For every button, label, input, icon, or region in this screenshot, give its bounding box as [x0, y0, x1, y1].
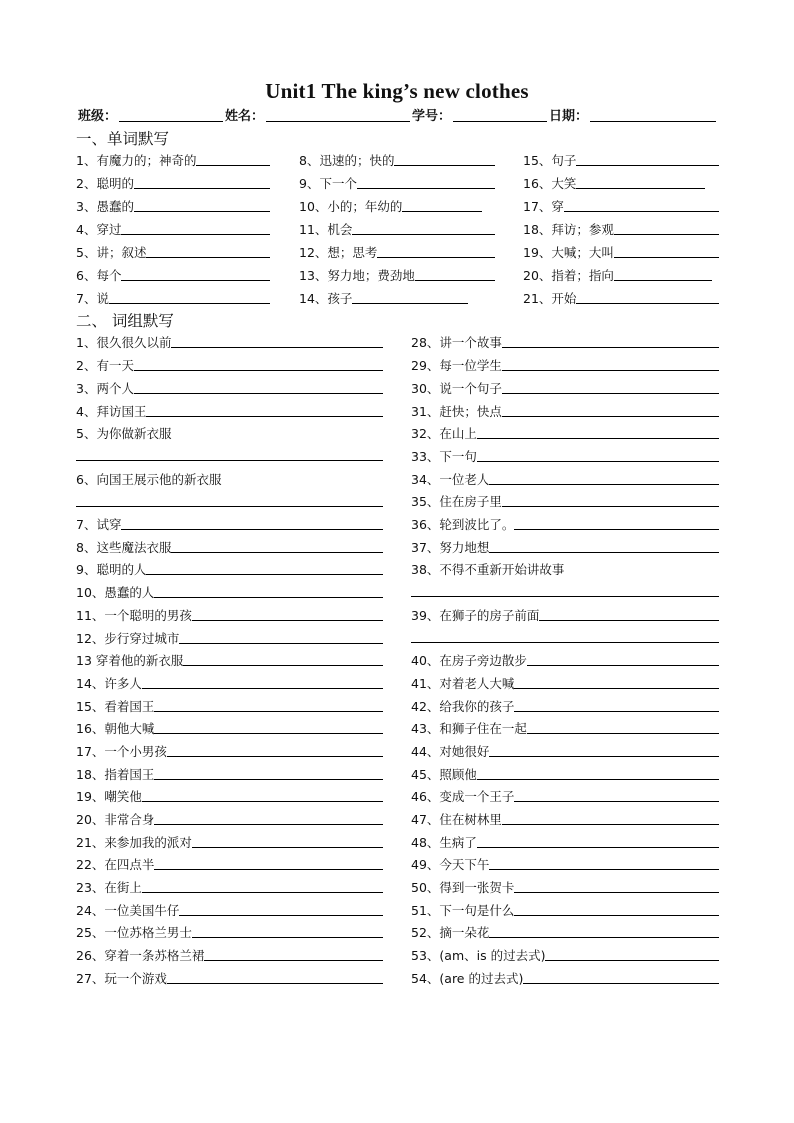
phrase-prompt: 11、一个聪明的男孩 — [76, 608, 192, 623]
phrase-prompt: 14、许多人 — [76, 676, 142, 691]
phrase-prompt: 47、住在树林里 — [411, 812, 502, 827]
answer-line[interactable] — [514, 801, 719, 802]
phrase-prompt: 31、赶快；快点 — [411, 404, 502, 419]
answer-line[interactable] — [154, 824, 383, 825]
answer-line[interactable] — [154, 711, 383, 712]
answer-line[interactable] — [477, 847, 719, 848]
phrase-prompt: 39、在狮子的房子前面 — [411, 608, 540, 623]
word-item[interactable] — [523, 174, 705, 192]
word-item[interactable] — [523, 266, 712, 284]
answer-line[interactable] — [514, 892, 719, 893]
answer-line[interactable] — [614, 280, 712, 281]
answer-line[interactable] — [502, 506, 719, 507]
answer-line[interactable] — [154, 733, 383, 734]
phrase-item[interactable] — [411, 356, 719, 374]
answer-line[interactable] — [502, 416, 719, 417]
answer-line[interactable] — [192, 937, 383, 938]
class-field[interactable] — [119, 107, 223, 122]
phrase-prompt: 2、有一天 — [76, 358, 134, 373]
answer-line[interactable] — [121, 529, 383, 530]
phrase-item[interactable] — [411, 515, 719, 533]
answer-line[interactable] — [576, 165, 719, 166]
word-item[interactable] — [299, 220, 495, 238]
phrase-prompt: 30、说一个句子 — [411, 381, 502, 396]
answer-line[interactable] — [614, 257, 719, 258]
word-prompt: 11、机会 — [299, 222, 353, 237]
word-prompt: 4、穿过 — [76, 222, 122, 237]
answer-line[interactable] — [146, 416, 383, 417]
answer-line[interactable] — [146, 574, 383, 575]
phrase-prompt: 49、今天下午 — [411, 857, 490, 872]
phrase-item[interactable] — [411, 833, 719, 851]
word-item[interactable] — [299, 174, 495, 192]
word-item[interactable] — [523, 220, 719, 238]
phrase-item[interactable] — [411, 424, 719, 442]
phrase-prompt: 3、两个人 — [76, 381, 134, 396]
phrase-item[interactable] — [411, 697, 719, 715]
answer-line[interactable] — [167, 756, 383, 757]
phrase-item[interactable] — [76, 878, 383, 896]
word-prompt: 12、想；思考 — [299, 245, 378, 260]
phrase-prompt: 1、很久很久以前 — [76, 335, 172, 350]
phrase-prompt: 6、向国王展示他的新衣服 — [76, 472, 222, 487]
class-label: 班级： — [78, 109, 118, 124]
phrase-item — [76, 470, 383, 488]
phrase-item[interactable] — [76, 810, 383, 828]
phrase-item[interactable] — [411, 447, 719, 465]
phrase-item[interactable] — [411, 765, 719, 783]
answer-line[interactable] — [402, 211, 482, 212]
phrase-prompt: 44、对她很好 — [411, 744, 490, 759]
phrase-prompt: 28、讲一个故事 — [411, 335, 502, 350]
answer-line[interactable] — [377, 257, 495, 258]
word-item[interactable] — [299, 151, 495, 169]
answer-line[interactable] — [196, 165, 270, 166]
answer-line[interactable] — [502, 370, 719, 371]
phrase-item[interactable] — [411, 333, 719, 351]
answer-line[interactable] — [171, 347, 383, 348]
phrase-prompt: 45、照顾他 — [411, 767, 477, 782]
word-prompt: 14、孩子 — [299, 291, 353, 306]
phrase-prompt: 46、变成一个王子 — [411, 789, 515, 804]
phrase-item[interactable] — [76, 969, 383, 987]
word-item[interactable] — [76, 220, 270, 238]
answer-line[interactable] — [183, 665, 383, 666]
word-prompt: 16、大笑 — [523, 176, 577, 191]
answer-line[interactable] — [171, 552, 383, 553]
phrase-prompt: 22、在四点半 — [76, 857, 155, 872]
answer-line[interactable] — [514, 529, 719, 530]
phrase-prompt: 40、在房子旁边散步 — [411, 653, 527, 668]
phrase-item[interactable] — [411, 878, 719, 896]
phrase-prompt: 10、愚蠢的人 — [76, 585, 155, 600]
word-prompt: 6、每个 — [76, 268, 122, 283]
phrase-item[interactable] — [76, 855, 383, 873]
phrase-item[interactable] — [411, 651, 719, 669]
phrase-prompt: 54、(are 的过去式) — [411, 971, 524, 986]
name-label: 姓名： — [225, 109, 265, 124]
word-item[interactable] — [523, 289, 719, 307]
phrase-prompt: 38、不得不重新开始讲故事 — [411, 562, 565, 577]
phrase-prompt: 27、玩一个游戏 — [76, 971, 167, 986]
word-item[interactable] — [299, 289, 468, 307]
phrase-item[interactable] — [411, 787, 719, 805]
phrase-prompt: 24、一位美国牛仔 — [76, 903, 180, 918]
phrase-prompt: 8、这些魔法衣服 — [76, 540, 172, 555]
answer-line[interactable] — [614, 234, 719, 235]
phrase-prompt: 21、来参加我的派对 — [76, 835, 192, 850]
student-id-label: 学号： — [412, 109, 452, 124]
answer-line[interactable] — [146, 257, 270, 258]
answer-line[interactable] — [192, 620, 383, 621]
phrase-prompt: 26、穿着一条苏格兰裙 — [76, 948, 205, 963]
phrase-item[interactable] — [76, 697, 383, 715]
phrase-prompt: 19、嘲笑他 — [76, 789, 142, 804]
section1-heading: 一、单词默写 — [76, 130, 170, 148]
answer-line[interactable] — [514, 915, 719, 916]
phrase-item[interactable] — [76, 402, 383, 420]
answer-line[interactable] — [357, 188, 495, 189]
phrase-item[interactable] — [76, 901, 383, 919]
phrase-item[interactable] — [411, 719, 719, 737]
answer-line[interactable] — [477, 779, 719, 780]
section2-heading: 二、 词组默写 — [76, 312, 174, 330]
word-prompt: 15、句子 — [523, 153, 577, 168]
date-label: 日期： — [549, 109, 589, 124]
answer-line[interactable] — [352, 234, 495, 235]
word-item[interactable] — [76, 151, 270, 169]
name-field[interactable] — [266, 107, 410, 122]
phrase-item[interactable] — [76, 674, 383, 692]
phrase-item[interactable] — [411, 538, 719, 556]
phrase-prompt: 36、轮到波比了。 — [411, 517, 515, 532]
answer-line[interactable] — [179, 915, 383, 916]
answer-line[interactable] — [154, 779, 383, 780]
word-item[interactable] — [76, 266, 270, 284]
answer-line[interactable] — [477, 461, 719, 462]
phrase-item[interactable] — [411, 470, 719, 488]
answer-line[interactable] — [523, 983, 719, 984]
phrase-prompt: 17、一个小男孩 — [76, 744, 167, 759]
phrase-prompt: 9、聪明的人 — [76, 562, 147, 577]
answer-line[interactable] — [489, 869, 719, 870]
phrase-item[interactable] — [411, 402, 719, 420]
phrase-prompt: 41、对着老人大喊 — [411, 676, 515, 691]
phrase-item[interactable] — [76, 742, 383, 760]
phrase-item[interactable] — [76, 583, 383, 601]
answer-line[interactable] — [76, 506, 383, 507]
answer-line[interactable] — [142, 688, 383, 689]
phrase-item[interactable] — [411, 810, 719, 828]
word-item[interactable] — [523, 243, 719, 261]
answer-line[interactable] — [411, 642, 719, 643]
word-prompt: 21、开始 — [523, 291, 577, 306]
answer-line[interactable] — [192, 847, 383, 848]
phrase-prompt: 12、步行穿过城市 — [76, 631, 180, 646]
phrase-item[interactable] — [76, 560, 383, 578]
word-prompt: 17、穿 — [523, 199, 564, 214]
answer-line[interactable] — [564, 211, 719, 212]
answer-line[interactable] — [134, 211, 270, 212]
phrase-item[interactable] — [411, 901, 719, 919]
answer-line[interactable] — [121, 234, 270, 235]
answer-line[interactable] — [527, 733, 719, 734]
phrase-prompt: 51、下一句是什么 — [411, 903, 515, 918]
phrase-prompt: 52、摘一朵花 — [411, 925, 490, 940]
answer-line[interactable] — [477, 438, 719, 439]
phrase-item[interactable] — [411, 674, 719, 692]
answer-line[interactable] — [489, 937, 719, 938]
student-info-row — [78, 106, 718, 124]
phrase-item[interactable] — [76, 606, 383, 624]
word-prompt: 19、大喊；大叫 — [523, 245, 614, 260]
answer-line[interactable] — [142, 801, 383, 802]
word-prompt: 8、迅速的；快的 — [299, 153, 395, 168]
word-item[interactable] — [76, 197, 270, 215]
answer-line[interactable] — [109, 303, 270, 304]
phrase-prompt: 43、和狮子住在一起 — [411, 721, 527, 736]
word-item[interactable] — [523, 151, 719, 169]
phrase-item[interactable] — [76, 333, 383, 351]
word-prompt: 9、下一个 — [299, 176, 357, 191]
phrase-item[interactable] — [76, 946, 383, 964]
student-id-field[interactable] — [453, 107, 547, 122]
phrase-prompt: 34、一位老人 — [411, 472, 490, 487]
phrase-item[interactable] — [76, 356, 383, 374]
answer-line[interactable] — [167, 983, 383, 984]
phrase-prompt: 23、在街上 — [76, 880, 142, 895]
word-item[interactable] — [76, 174, 270, 192]
answer-line[interactable] — [76, 460, 383, 461]
word-prompt: 5、讲；叙述 — [76, 245, 147, 260]
phrase-prompt: 32、在山上 — [411, 426, 477, 441]
phrase-prompt: 4、拜访国王 — [76, 404, 147, 419]
phrase-item[interactable] — [76, 629, 383, 647]
phrase-item[interactable] — [411, 492, 719, 510]
phrase-prompt: 48、生病了 — [411, 835, 477, 850]
word-prompt: 3、愚蠢的 — [76, 199, 134, 214]
answer-line[interactable] — [154, 869, 383, 870]
phrase-item — [76, 424, 383, 442]
phrase-prompt: 5、为你做新衣服 — [76, 426, 172, 441]
answer-line[interactable] — [527, 665, 719, 666]
phrase-prompt: 20、非常合身 — [76, 812, 155, 827]
phrase-item[interactable] — [411, 379, 719, 397]
phrase-prompt: 35、住在房子里 — [411, 494, 502, 509]
word-prompt: 20、指着；指向 — [523, 268, 614, 283]
answer-line[interactable] — [154, 597, 383, 598]
phrase-item[interactable] — [76, 719, 383, 737]
word-item[interactable] — [299, 243, 495, 261]
phrase-prompt: 37、努力地想 — [411, 540, 490, 555]
phrase-prompt: 13 穿着他的新衣服 — [76, 653, 184, 668]
answer-line[interactable] — [514, 711, 719, 712]
phrase-item[interactable] — [411, 742, 719, 760]
answer-line[interactable] — [489, 756, 719, 757]
phrase-prompt: 53、(am、is 的过去式) — [411, 948, 546, 963]
answer-line[interactable] — [576, 188, 705, 189]
answer-line[interactable] — [134, 370, 383, 371]
answer-line[interactable] — [142, 892, 383, 893]
answer-line[interactable] — [502, 347, 719, 348]
answer-line[interactable] — [502, 393, 719, 394]
answer-line[interactable] — [134, 188, 270, 189]
phrase-item[interactable] — [411, 923, 719, 941]
word-prompt: 7、说 — [76, 291, 109, 306]
word-prompt: 10、小的；年幼的 — [299, 199, 403, 214]
answer-line[interactable] — [415, 280, 495, 281]
answer-line[interactable] — [121, 280, 270, 281]
word-prompt: 13、努力地；费劲地 — [299, 268, 415, 283]
phrase-item[interactable] — [76, 515, 383, 533]
answer-line[interactable] — [576, 303, 719, 304]
word-item[interactable] — [76, 243, 270, 261]
phrase-item[interactable] — [411, 946, 719, 964]
answer-line[interactable] — [204, 960, 383, 961]
phrase-prompt: 25、一位苏格兰男士 — [76, 925, 192, 940]
answer-line[interactable] — [352, 303, 468, 304]
word-item[interactable] — [76, 289, 270, 307]
word-item[interactable] — [523, 197, 719, 215]
phrase-item[interactable] — [76, 651, 383, 669]
phrase-prompt: 15、看着国王 — [76, 699, 155, 714]
word-item[interactable] — [299, 266, 495, 284]
phrase-prompt: 42、给我你的孩子 — [411, 699, 515, 714]
phrase-prompt: 29、每一位学生 — [411, 358, 502, 373]
phrase-item[interactable] — [76, 787, 383, 805]
answer-line[interactable] — [411, 596, 719, 597]
phrase-prompt: 33、下一句 — [411, 449, 477, 464]
answer-line[interactable] — [514, 688, 719, 689]
phrase-item[interactable] — [76, 538, 383, 556]
phrase-prompt: 7、试穿 — [76, 517, 122, 532]
phrase-prompt: 16、朝他大喊 — [76, 721, 155, 736]
answer-line[interactable] — [489, 552, 719, 553]
date-field[interactable] — [590, 107, 716, 122]
answer-line[interactable] — [394, 165, 495, 166]
phrase-item[interactable] — [411, 855, 719, 873]
answer-line[interactable] — [502, 824, 719, 825]
phrase-item[interactable] — [76, 833, 383, 851]
word-prompt: 18、拜访；参观 — [523, 222, 614, 237]
word-prompt: 2、聪明的 — [76, 176, 134, 191]
phrase-item — [411, 560, 719, 578]
phrase-prompt: 18、指着国王 — [76, 767, 155, 782]
phrase-item[interactable] — [76, 923, 383, 941]
answer-line[interactable] — [134, 393, 383, 394]
phrase-item[interactable] — [411, 606, 719, 624]
phrase-item[interactable] — [411, 969, 719, 987]
answer-line[interactable] — [179, 643, 383, 644]
word-item[interactable] — [299, 197, 482, 215]
phrase-item[interactable] — [76, 379, 383, 397]
answer-line[interactable] — [539, 620, 719, 621]
worksheet-title: Unit1 The king’s new clothes — [265, 79, 529, 103]
word-prompt: 1、有魔力的；神奇的 — [76, 153, 197, 168]
phrase-prompt: 50、得到一张贺卡 — [411, 880, 515, 895]
answer-line[interactable] — [545, 960, 719, 961]
answer-line[interactable] — [489, 484, 719, 485]
phrase-item[interactable] — [76, 765, 383, 783]
